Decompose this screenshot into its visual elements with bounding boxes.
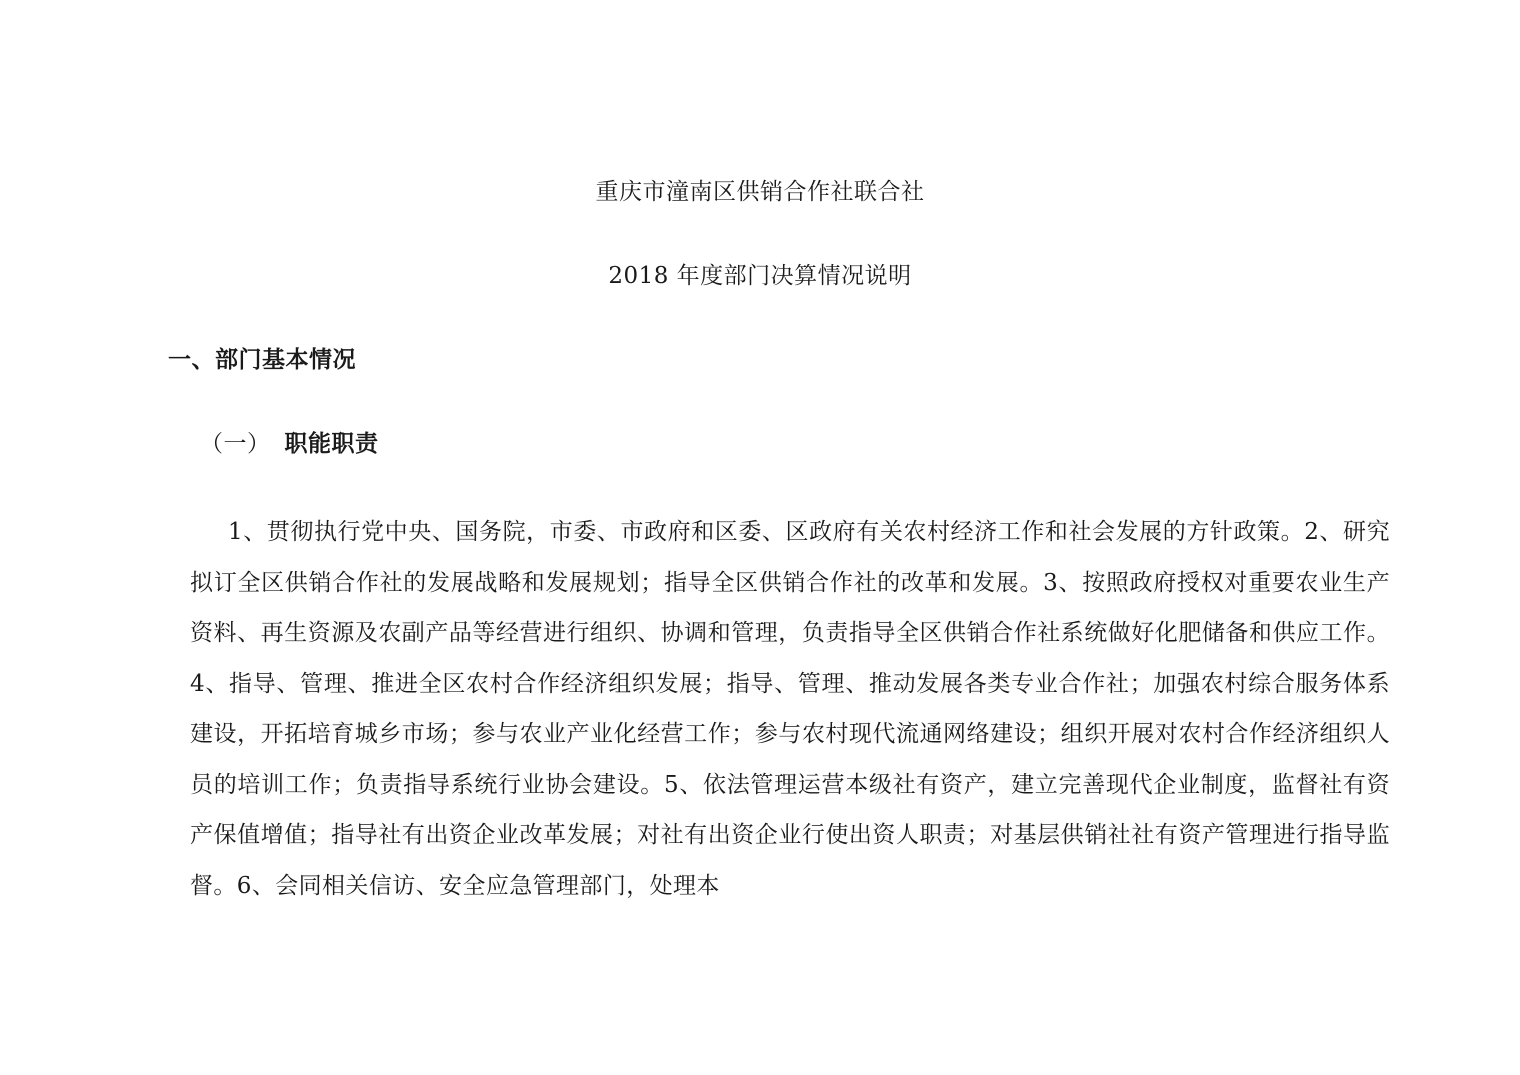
subsection-number: （一） — [200, 431, 271, 457]
document-title-line-2: 2018 年度部门决算情况说明 — [608, 263, 912, 289]
duties-paragraph: 1、贯彻执行党中央、国务院，市委、市政府和区委、区政府有关农村经济工作和社会发展的方针政策。2、研究拟订全区供销合作社的发展战略和发展规划；指导全区供销合作社的改革和发展。3、按照政府授权对重要农业生产资料、再生资源及农副产品等经营进行组织、协调和管理，负责指导全区供销合作社系统做好化肥储备和供应工作。4、指导、管理、推进全区农村合作经济组织发展；指导、管理、推动发展各类专业合作社；加强农村综合服务体系建设，开拓培育城乡市场；参与农业产业化经营工作；参与农村现代流通网络建设；组织开展对农村合作经济组织人员的培训工作；负责指导系统行业协会建设。5、依法管理运营本级社有资产，建立完善现代企业制度，监督社有资产保值增值；指导社有出资企业改革发展；对社有出资企业行使出资人职责；对基层供销社社有资产管理进行指导监督。6、会同相关信访、安全应急管理部门，处理本 — [190, 519, 1390, 899]
subsection-title: 职能职责 — [284, 430, 379, 457]
document-title-line-1: 重庆市潼南区供销合作社联合社 — [595, 179, 925, 205]
subsection-heading-duties — [200, 429, 379, 459]
section-heading-basic-info: 一、部门基本情况 — [168, 346, 356, 373]
